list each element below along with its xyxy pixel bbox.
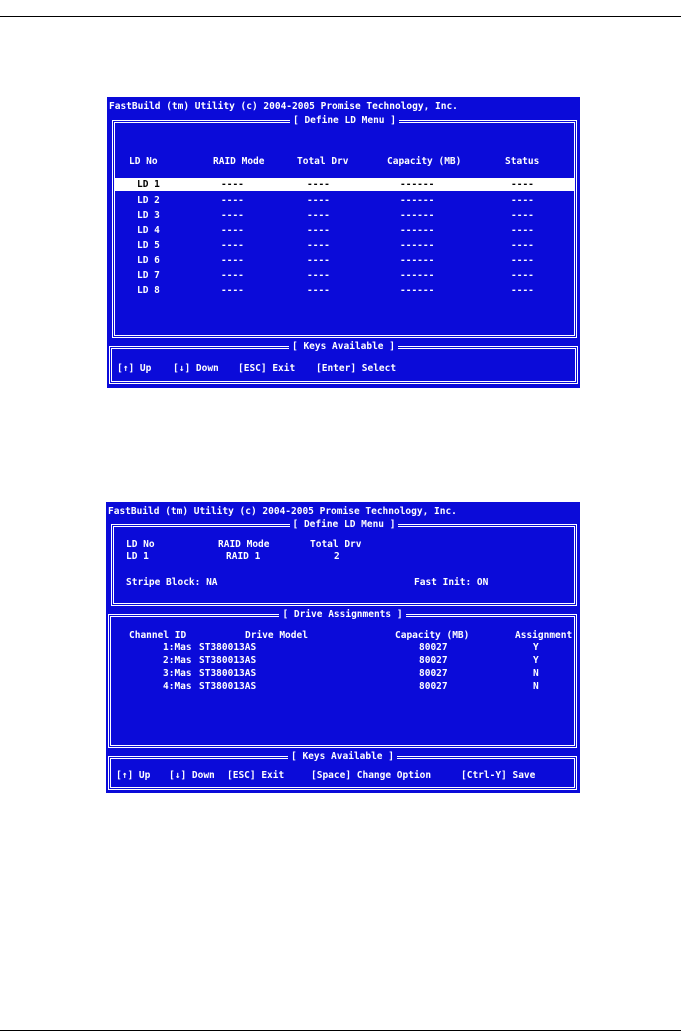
keys-title: [ Keys Available ] (288, 751, 397, 762)
menu-title: [ Define LD Menu ] (290, 519, 399, 530)
ld-row-cap: ------ (400, 179, 435, 190)
stripe-block-field[interactable]: Stripe Block: NA (126, 577, 218, 588)
key-down: [↓] Down (173, 363, 219, 374)
ld-row-cap: ------ (400, 285, 435, 296)
header-ld-no: LD No (129, 156, 158, 167)
ld-row-drv: ---- (307, 195, 330, 206)
drive-capacity: 80027 (419, 655, 448, 666)
ld-row-1-selected[interactable] (115, 178, 574, 191)
total-drv-value: 2 (334, 551, 340, 562)
ld-row-raid: ---- (221, 240, 244, 251)
drive-assignments-frame (108, 609, 577, 748)
ld-row-drv: ---- (307, 179, 330, 190)
ld-row-label: LD 2 (137, 195, 160, 206)
ld-row-status: ---- (511, 285, 534, 296)
ld-row-status: ---- (511, 195, 534, 206)
ld-row-cap: ------ (400, 240, 435, 251)
ld-row-label: LD 7 (137, 270, 160, 281)
ld-row-raid: ---- (221, 195, 244, 206)
app-title: FastBuild (tm) Utility (c) 2004-2005 Promise Technology, Inc. (109, 101, 458, 112)
ld-value: LD 1 (126, 551, 149, 562)
define-ld-detail-screen (106, 502, 580, 793)
key-up: [↑] Up (116, 770, 151, 781)
page-top-rule (0, 16, 681, 17)
app-title: FastBuild (tm) Utility (c) 2004-2005 Promise Technology, Inc. (108, 506, 457, 517)
header-capacity: Capacity (MB) (395, 630, 470, 641)
header-raid-mode: RAID Mode (213, 156, 265, 167)
ld-row-drv: ---- (307, 210, 330, 221)
drive-assignment[interactable]: Y (533, 655, 539, 666)
key-esc-exit: [ESC] Exit (238, 363, 296, 374)
menu-title: [ Define LD Menu ] (290, 115, 399, 126)
ld-row-status: ---- (511, 210, 534, 221)
key-ctrl-y-save: [Ctrl-Y] Save (461, 770, 536, 781)
drive-capacity: 80027 (419, 642, 448, 653)
ld-row-drv: ---- (307, 255, 330, 266)
page-bottom-rule (0, 1030, 681, 1031)
ld-row-status: ---- (511, 225, 534, 236)
ld-row-raid: ---- (221, 285, 244, 296)
define-ld-frame (112, 115, 577, 338)
drive-model: ST380013AS (199, 655, 257, 666)
raid-mode-value[interactable]: RAID 1 (226, 551, 261, 562)
ld-row-raid: ---- (221, 210, 244, 221)
ld-row-drv: ---- (307, 225, 330, 236)
ld-row-label: LD 5 (137, 240, 160, 251)
define-ld-frame (111, 519, 577, 606)
keys-frame (108, 751, 577, 790)
header-channel-id: Channel ID (129, 630, 187, 641)
drive-assignment[interactable]: Y (533, 642, 539, 653)
drive-capacity: 80027 (419, 668, 448, 679)
drive-model: ST380013AS (199, 642, 257, 653)
drive-assignment[interactable]: N (533, 681, 539, 692)
drive-model: ST380013AS (199, 681, 257, 692)
header-ld-no: LD No (126, 539, 155, 550)
drive-channel: 2:Mas (163, 655, 192, 666)
header-capacity: Capacity (MB) (387, 156, 462, 167)
drive-assignment[interactable]: N (533, 668, 539, 679)
drive-capacity: 80027 (419, 681, 448, 692)
key-esc-exit: [ESC] Exit (227, 770, 285, 781)
drive-channel: 1:Mas (163, 642, 192, 653)
header-status: Status (505, 156, 540, 167)
drive-channel: 3:Mas (163, 668, 192, 679)
keys-title: [ Keys Available ] (289, 341, 398, 352)
ld-row-status: ---- (511, 270, 534, 281)
ld-row-label: LD 8 (137, 285, 160, 296)
key-up: [↑] Up (117, 363, 152, 374)
ld-row-raid: ---- (221, 179, 244, 190)
header-total-drv: Total Drv (297, 156, 349, 167)
keys-frame (109, 341, 578, 384)
ld-row-cap: ------ (400, 270, 435, 281)
ld-row-drv: ---- (307, 240, 330, 251)
fast-init-field[interactable]: Fast Init: ON (414, 577, 489, 588)
ld-row-cap: ------ (400, 225, 435, 236)
ld-row-label: LD 3 (137, 210, 160, 221)
ld-row-label: LD 4 (137, 225, 160, 236)
key-enter-select: [Enter] Select (316, 363, 397, 374)
ld-row-cap: ------ (400, 195, 435, 206)
ld-row-status: ---- (511, 240, 534, 251)
assign-title: [ Drive Assignments ] (279, 609, 405, 620)
ld-row-raid: ---- (221, 255, 244, 266)
define-ld-menu-screen (107, 97, 580, 388)
ld-row-label: LD 1 (137, 179, 160, 190)
ld-row-drv: ---- (307, 285, 330, 296)
header-drive-model: Drive Model (245, 630, 308, 641)
drive-model: ST380013AS (199, 668, 257, 679)
ld-row-status: ---- (511, 255, 534, 266)
ld-row-label: LD 6 (137, 255, 160, 266)
ld-row-drv: ---- (307, 270, 330, 281)
ld-row-cap: ------ (400, 255, 435, 266)
ld-row-raid: ---- (221, 270, 244, 281)
key-down: [↓] Down (169, 770, 215, 781)
header-assignment: Assignment (515, 630, 573, 641)
ld-row-raid: ---- (221, 225, 244, 236)
key-space-change-option: [Space] Change Option (311, 770, 432, 781)
header-raid-mode: RAID Mode (218, 539, 270, 550)
drive-channel: 4:Mas (163, 681, 192, 692)
ld-row-status: ---- (511, 179, 534, 190)
header-total-drv: Total Drv (310, 539, 362, 550)
ld-row-cap: ------ (400, 210, 435, 221)
